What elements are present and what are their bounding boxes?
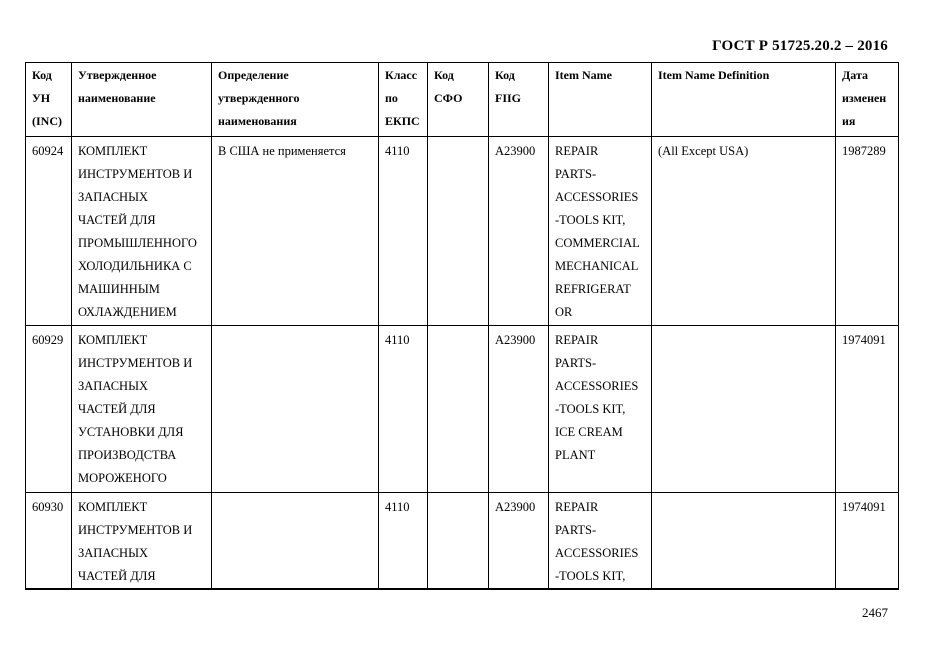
cell-item-name: REPAIR PARTS- ACCESSORIES -TOOLS KIT, COMMERCIAL MECHANICAL REFRIGERAT OR	[549, 137, 652, 326]
cell-definition: В США не применяется	[212, 137, 379, 326]
cell-inc-code: 60924	[26, 137, 72, 326]
cell-item-name-definition	[652, 326, 836, 493]
document-title: ГОСТ Р 51725.20.2 – 2016	[712, 38, 888, 54]
column-header-class: Класс по ЕКПС	[379, 63, 428, 137]
page-number: 2467	[862, 605, 888, 620]
cell-class: 4110	[379, 137, 428, 326]
cell-class: 4110	[379, 493, 428, 590]
cell-approved-name: КОМПЛЕКТ ИНСТРУМЕНТОВ И ЗАПАСНЫХ ЧАСТЕЙ ДЛЯ	[72, 493, 212, 590]
cell-fiig-code: A23900	[489, 137, 549, 326]
cell-change-date: 1974091	[836, 326, 899, 493]
cell-sfo-code	[428, 137, 489, 326]
cell-item-name-definition	[652, 493, 836, 590]
cell-change-date: 1974091	[836, 493, 899, 590]
cell-fiig-code: A23900	[489, 493, 549, 590]
cell-item-name: REPAIR PARTS- ACCESSORIES -TOOLS KIT,	[549, 493, 652, 590]
cell-sfo-code	[428, 326, 489, 493]
table-header-row	[26, 63, 899, 137]
column-header-change-date: Дата изменен ия	[836, 63, 899, 137]
cell-inc-code: 60929	[26, 326, 72, 493]
column-header-approved-name: Утвержденное наименование	[72, 63, 212, 137]
cell-change-date: 1987289	[836, 137, 899, 326]
cell-approved-name: КОМПЛЕКТ ИНСТРУМЕНТОВ И ЗАПАСНЫХ ЧАСТЕЙ ДЛЯ ПРОМЫШЛЕННОГО ХОЛОДИЛЬНИКА С МАШИННЫМ ОХЛАЖДЕНИЕМ	[72, 137, 212, 326]
column-header-item-name: Item Name	[549, 63, 652, 137]
column-header-item-name-definition: Item Name Definition	[652, 63, 836, 137]
cell-item-name: REPAIR PARTS- ACCESSORIES -TOOLS KIT, ICE CREAM PLANT	[549, 326, 652, 493]
standard-table	[25, 62, 899, 590]
table-row	[26, 326, 899, 493]
column-header-inc-code: Код УН (INC)	[26, 63, 72, 137]
cell-definition	[212, 326, 379, 493]
column-header-fiig-code: Код FIIG	[489, 63, 549, 137]
column-header-sfo-code: Код СФО	[428, 63, 489, 137]
cell-approved-name: КОМПЛЕКТ ИНСТРУМЕНТОВ И ЗАПАСНЫХ ЧАСТЕЙ ДЛЯ УСТАНОВКИ ДЛЯ ПРОИЗВОДСТВА МОРОЖЕНОГО	[72, 326, 212, 493]
table-row	[26, 137, 899, 326]
cell-definition	[212, 493, 379, 590]
table-row	[26, 493, 899, 590]
cell-inc-code: 60930	[26, 493, 72, 590]
cell-class: 4110	[379, 326, 428, 493]
column-header-definition: Определение утвержденного наименования	[212, 63, 379, 137]
cell-item-name-definition: (All Except USA)	[652, 137, 836, 326]
cell-sfo-code	[428, 493, 489, 590]
cell-fiig-code: A23900	[489, 326, 549, 493]
